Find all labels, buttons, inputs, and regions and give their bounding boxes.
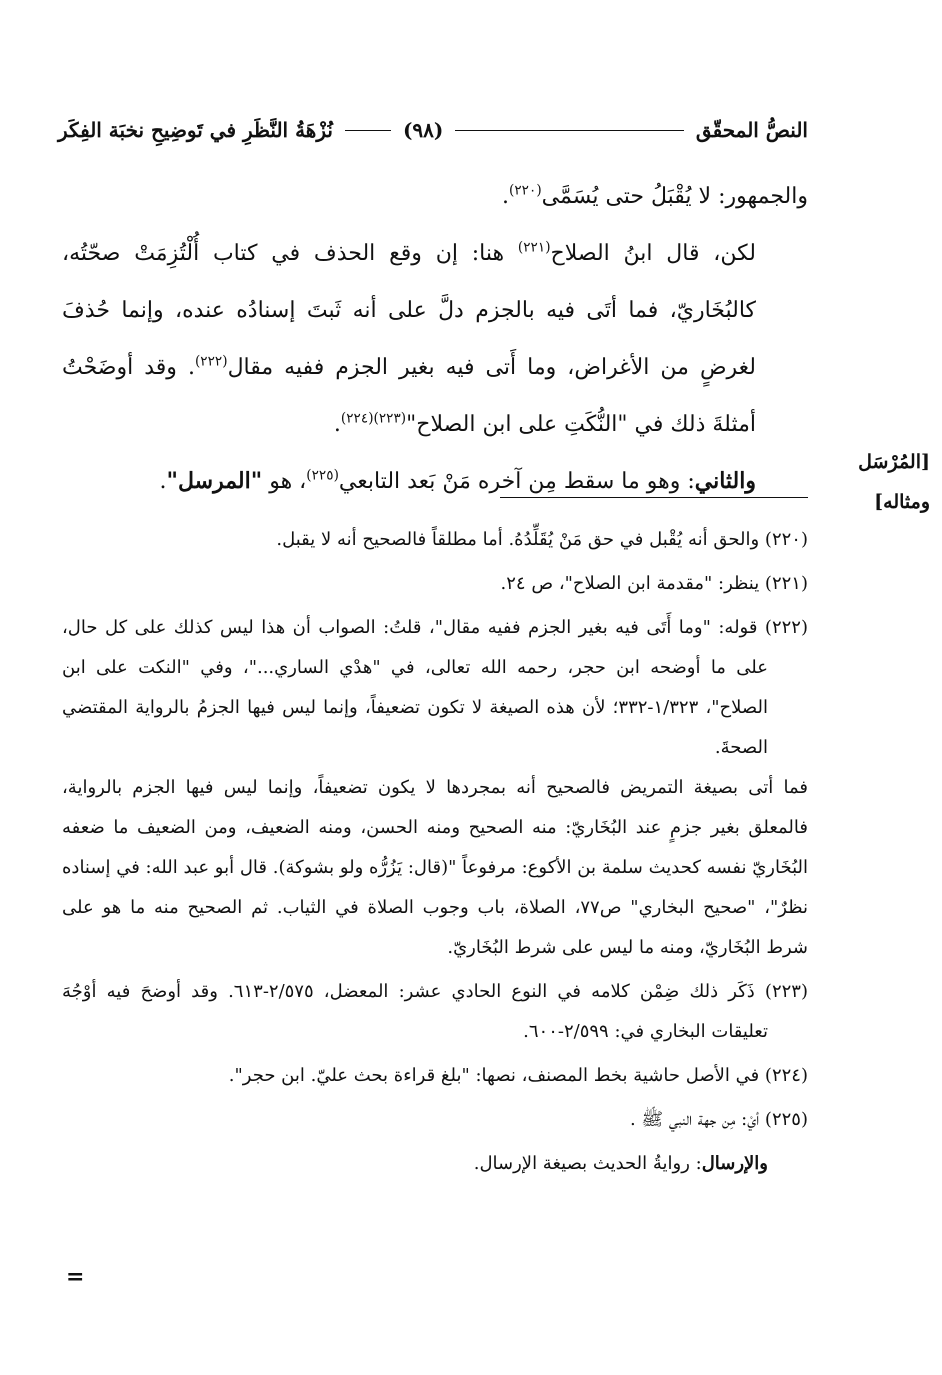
defined-term: "المرسل"	[166, 468, 263, 494]
footnote-223: (٢٢٣) ذَكَر ذلك ضِمْن كلامه في النوع الحادي عشر: المعضل، ٢/٥٧٥-٦١٣. وقد أوضحَ فيه أوْجُهَ تعليقات البخاري في: ٢/٥٩٩-٦٠٠.	[62, 981, 808, 1042]
footnote-225: (٢٢٥) أيْ: مِن جهة النبي ﷺ .	[629, 1109, 808, 1130]
footnote-ref: (٢٢١)	[517, 239, 551, 256]
main-text	[62, 168, 808, 510]
paragraph-3: والثاني: وهو ما سقط مِن آخره مَنْ بَعد التابعي$^{(٢٢٥)}$، هو "المرسل".	[159, 467, 756, 494]
header-rule	[455, 130, 684, 131]
footnote-ref: (٢٢٠)	[509, 182, 542, 199]
footnote-separator	[500, 497, 808, 498]
page-number: (٩٨)	[402, 118, 444, 142]
footnotes	[62, 520, 808, 1184]
footnote-221: (٢٢١) ينظر: "مقدمة ابن الصلاح"، ص ٢٤.	[500, 573, 808, 594]
continuation-mark: =	[66, 1264, 85, 1290]
header-rule-short	[345, 130, 391, 131]
paragraph-1: والجمهور: لا يُقْبَلُ حتى يُسَمَّى$^{(٢٢٠)}$.	[502, 182, 808, 209]
gloss-definition: : روايةُ الحديث بصيغة الإرسال.	[473, 1153, 702, 1174]
footnote-ref: (٢٢٣)(٢٢٤)	[340, 410, 407, 427]
paragraph-2: لكن، قال ابنُ الصلاح$^{(٢٢١)}$ هنا: إن وقع الحذف في كتاب أُلْتُزِمَتْ صحّتُه، كالبُخَاريّ، فما أتَى فيه بالجزم دلَّ على أنه ثَبتَ إسنادُه عنده، وإنما حُذفَ لغرضٍ من الأغراض، وما أَتى فيه بغير الجزم ففيه مقال$^{(٢٢٢)}$. وقد أوضَحْتُ أمثلةَ ذلك في "النُّكَتِ على ابن الصلاح"$^{(٢٢٣)(٢٢٤)}$.	[62, 239, 756, 437]
footnote-ref: (٢٢٥)	[306, 467, 339, 484]
footnote-gloss	[62, 1144, 808, 1184]
section-label: النصُّ المحقّق	[695, 118, 808, 142]
footnote-220: (٢٢٠) والحق أنه يُقْبل في حق مَنْ يُقَلِّدُهُ. أما مطلقاً فالصحيح أنه لا يقبل.	[276, 529, 808, 550]
footnote-222-continued: فما أتى بصيغة التمريض فالصحيح أنه بمجردها لا يكون تضعيفاً، وإنما ليس فيها الجزم بالرواية، فالمعلق بغير جزمٍ عند البُخَاريّ: منه الصحيح ومنه الحسن، ومنه الضعيف، ومن الضعيف ما ضعفه البُخَاريّ نفسه كحديث سلمة بن الأكوع: مرفوعاً "(قال: يَزُرُّه ولو بشوكة). قال أبو عبد الله: في إسناده نظرٌ"، "صحيح البخاري" ص٧٧، الصلاة، باب وجوب الصلاة في الثياب. ثم الصحيح منه ما هو على شرط البُخَاريّ، ومنه ما ليس على شرط البُخَاريّ.	[62, 777, 808, 958]
book-title: نُزْهَةُ النَّظَرِ في تَوضِيحِ نخبَة الفِكَر	[58, 118, 333, 142]
margin-heading: [المُرْسَل ومثاله]	[858, 451, 930, 513]
footnote-224: (٢٢٤) في الأصل حاشية بخط المصنف، نصها: "بلغ قراءة بحث عليّ. ابن حجر".	[228, 1065, 808, 1086]
footnote-222: (٢٢٢) قوله: "وما أَتَى فيه بغير الجزم ففيه مقال"، قلتُ: الصواب أن هذا ليس كذلك على كل حال، على ما أوضحه ابن حجر، رحمه الله تعالى، في "هدْي الساري..."، وفي "النكت على ابن الصلاح"، ١/٣٢٣-٣٣٢؛ لأن هذه الصيغة لا تكون تضعيفاً، وإنما ليس فيها الجزمُ بالرواية المقتضي الصحةَ.	[62, 617, 808, 758]
footnote-ref: (٢٢٢)	[194, 353, 228, 370]
section-term: والثاني	[694, 468, 756, 494]
page-header	[58, 112, 808, 148]
gloss-term: والإرسال	[701, 1153, 768, 1174]
